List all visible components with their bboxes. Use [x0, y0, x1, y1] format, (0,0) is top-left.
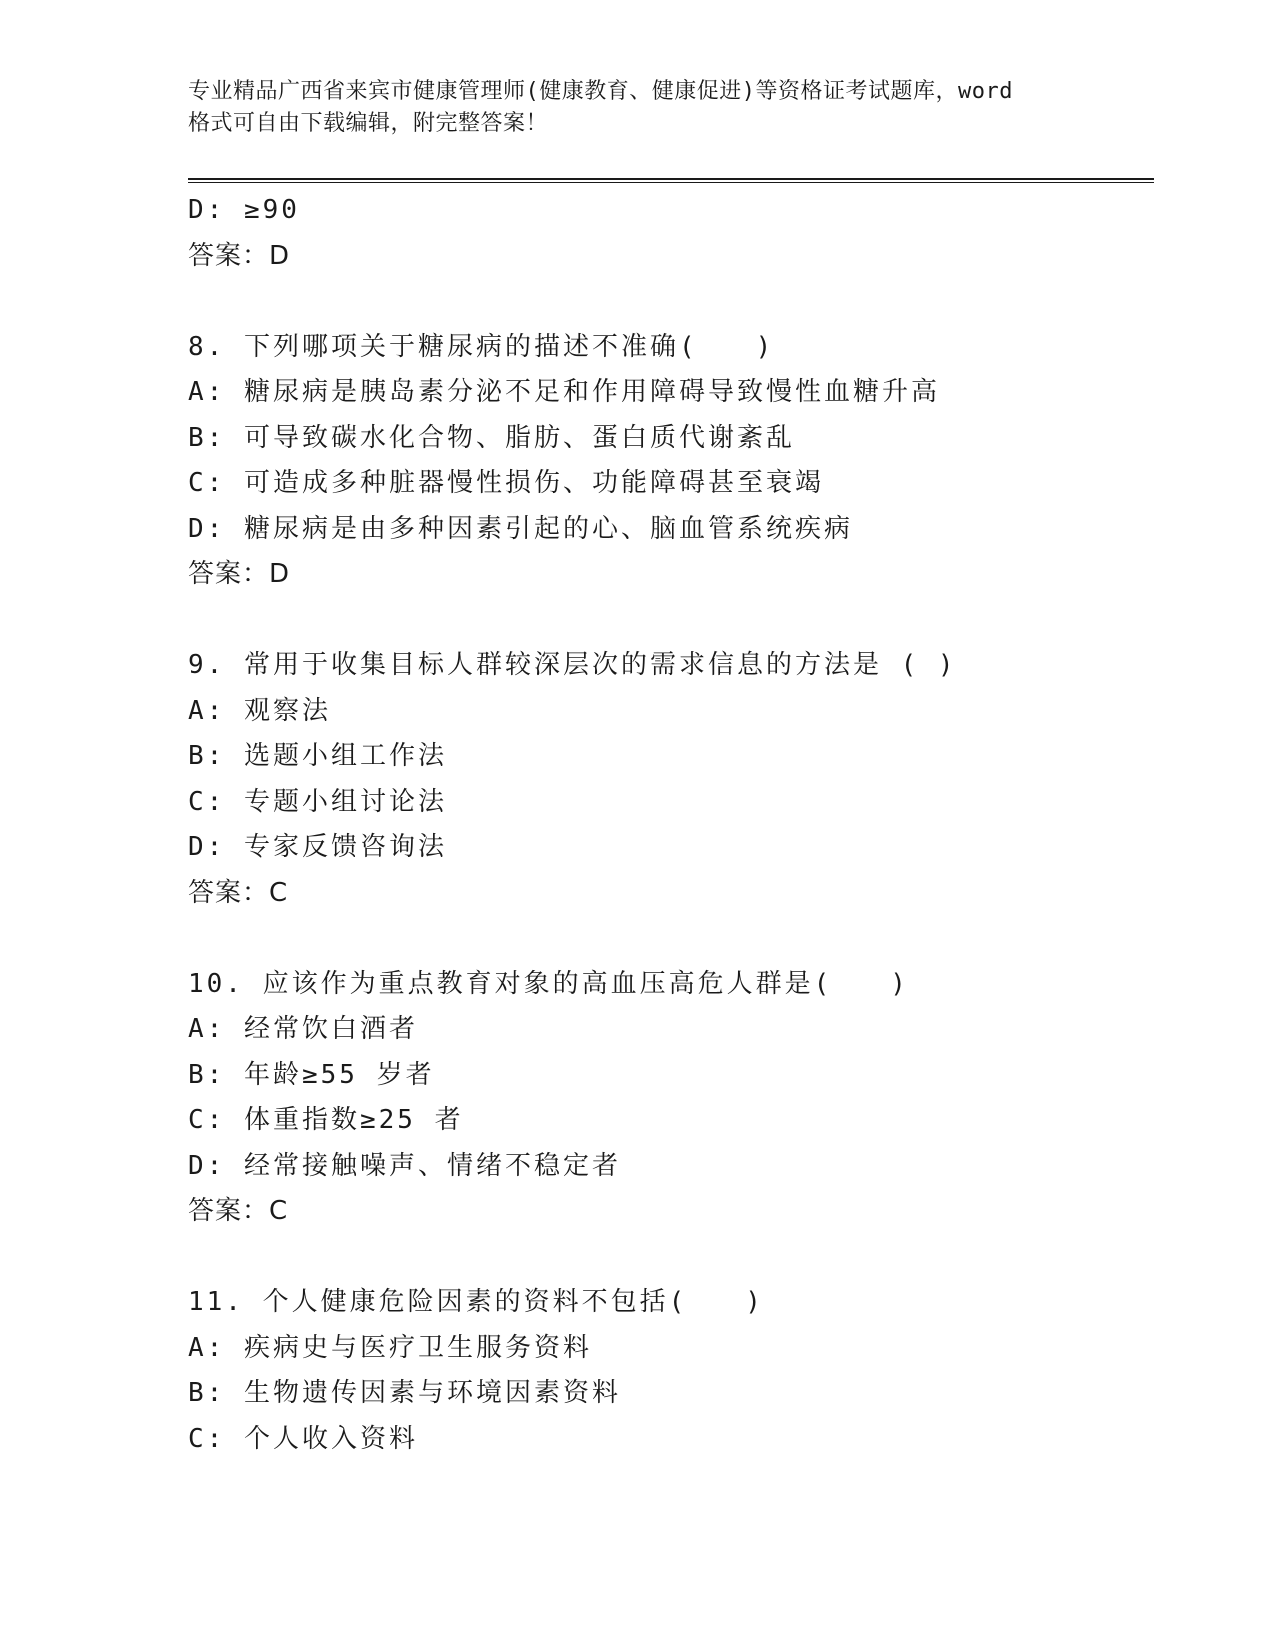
header-line-1: 专业精品广西省来宾市健康管理师(健康教育、健康促进)等资格证考试题库，word: [188, 79, 1013, 104]
option-b: B: 生物遗传因素与环境因素资料: [188, 1378, 621, 1408]
option-c: C: 可造成多种脏器慢性损伤、功能障碍甚至衰竭: [188, 468, 824, 498]
question-stem: 8. 下列哪项关于糖尿病的描述不准确( ): [188, 331, 775, 362]
option-a: A: 观察法: [188, 695, 331, 726]
option-c: C: 专题小组讨论法: [188, 786, 447, 817]
header-line-2: 格式可自由下载编辑，附完整答案！: [188, 111, 549, 136]
prev-option-d: D: ≥90: [188, 195, 300, 225]
header-divider: [188, 178, 1154, 183]
option-a: A: 疾病史与医疗卫生服务资料: [188, 1332, 592, 1363]
option-d: D: 专家反馈咨询法: [188, 832, 447, 862]
spacer: [188, 279, 1148, 325]
option-b: B: 年龄≥55 岁者: [188, 1059, 435, 1090]
option-b: B: 可导致碳水化合物、脂肪、蛋白质代谢紊乱: [188, 422, 795, 453]
option-a: A: 糖尿病是胰岛素分泌不足和作用障碍导致慢性血糖升高: [188, 377, 940, 407]
question-stem: 10. 应该作为重点教育对象的高血压高危人群是( ): [188, 968, 909, 999]
question-stem: 11. 个人健康危险因素的资料不包括( ): [188, 1287, 764, 1317]
option-d: D: 糖尿病是由多种因素引起的心、脑血管系统疾病: [188, 513, 853, 544]
answer: 答案：C: [188, 877, 289, 908]
spacer: [188, 1235, 1148, 1281]
option-c: C: 体重指数≥25 者: [188, 1105, 464, 1135]
question-9: [188, 643, 1148, 916]
option-b: B: 选题小组工作法: [188, 741, 447, 771]
question-list: [188, 188, 1148, 1462]
question-8: [188, 325, 1148, 598]
option-d: D: 经常接触噪声、情绪不稳定者: [188, 1150, 621, 1181]
page-header: [188, 76, 1088, 140]
question-11: [188, 1280, 1148, 1462]
spacer: [188, 916, 1148, 962]
answer: 答案：D: [188, 559, 291, 589]
option-a: A: 经常饮白酒者: [188, 1014, 418, 1044]
question-10: [188, 962, 1148, 1235]
option-c: C: 个人收入资料: [188, 1423, 418, 1454]
answer: 答案：C: [188, 1196, 289, 1226]
prev-answer: 答案：D: [188, 240, 291, 271]
question-stem: 9. 常用于收集目标人群较深层次的需求信息的方法是 ( ): [188, 650, 957, 680]
spacer: [188, 598, 1148, 644]
